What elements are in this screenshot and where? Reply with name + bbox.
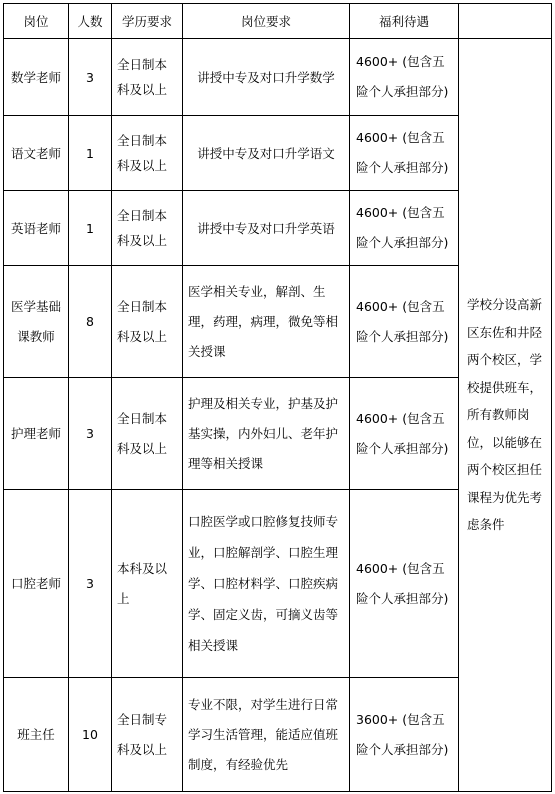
position-cell: 语文老师 xyxy=(4,116,69,191)
count-cell: 10 xyxy=(69,678,112,792)
requirement-cell: 讲授中专及对口升学语文 xyxy=(183,116,350,191)
benefit-cell: 4600+ (包含五险个人承担部分) xyxy=(350,116,459,191)
requirement-cell: 护理及相关专业，护基及护基实操，内外妇儿、老年护理等相关授课 xyxy=(183,378,350,490)
benefit-cell: 4600+ (包含五险个人承担部分) xyxy=(350,378,459,490)
education-cell: 全日制本科及以上 xyxy=(112,116,183,191)
recruitment-table xyxy=(3,3,552,792)
header-education: 学历要求 xyxy=(112,4,183,39)
education-cell: 全日制本科及以上 xyxy=(112,39,183,116)
count-cell: 3 xyxy=(69,39,112,116)
count-cell: 1 xyxy=(69,116,112,191)
count-cell: 3 xyxy=(69,378,112,490)
header-row xyxy=(4,4,552,39)
benefit-cell: 4600+ (包含五险个人承担部分) xyxy=(350,266,459,378)
education-cell: 全日制本科及以上 xyxy=(112,378,183,490)
header-note xyxy=(459,4,552,39)
count-cell: 3 xyxy=(69,490,112,678)
count-cell: 1 xyxy=(69,191,112,266)
position-cell: 医学基础课教师 xyxy=(4,266,69,378)
benefit-cell: 3600+ (包含五险个人承担部分) xyxy=(350,678,459,792)
requirement-cell: 专业不限，对学生进行日常学习生活管理，能适应值班制度，有经验优先 xyxy=(183,678,350,792)
benefit-cell: 4600+ (包含五险个人承担部分) xyxy=(350,490,459,678)
benefit-cell: 4600+ (包含五险个人承担部分) xyxy=(350,39,459,116)
table-row xyxy=(4,39,552,116)
position-cell: 数学老师 xyxy=(4,39,69,116)
education-cell: 全日制专科及以上 xyxy=(112,678,183,792)
requirement-cell: 讲授中专及对口升学英语 xyxy=(183,191,350,266)
benefit-cell: 4600+ (包含五险个人承担部分) xyxy=(350,191,459,266)
position-cell: 英语老师 xyxy=(4,191,69,266)
header-count: 人数 xyxy=(69,4,112,39)
position-cell: 班主任 xyxy=(4,678,69,792)
education-cell: 全日制本科及以上 xyxy=(112,266,183,378)
note-cell: 学校分设高新区东佐和井陉两个校区，学校提供班车，所有教师岗位，以能够在两个校区担任课程为优先考虑条件 xyxy=(459,39,552,792)
education-cell: 全日制本科及以上 xyxy=(112,191,183,266)
position-cell: 护理老师 xyxy=(4,378,69,490)
header-position: 岗位 xyxy=(4,4,69,39)
header-requirement: 岗位要求 xyxy=(183,4,350,39)
requirement-cell: 医学相关专业，解剖、生理，药理，病理，微免等相关授课 xyxy=(183,266,350,378)
requirement-cell: 口腔医学或口腔修复技师专业，口腔解剖学、口腔生理学、口腔材料学、口腔疾病学、固定义齿，可摘义齿等相关授课 xyxy=(183,490,350,678)
requirement-cell: 讲授中专及对口升学数学 xyxy=(183,39,350,116)
header-benefit: 福利待遇 xyxy=(350,4,459,39)
count-cell: 8 xyxy=(69,266,112,378)
position-cell: 口腔老师 xyxy=(4,490,69,678)
education-cell: 本科及以上 xyxy=(112,490,183,678)
